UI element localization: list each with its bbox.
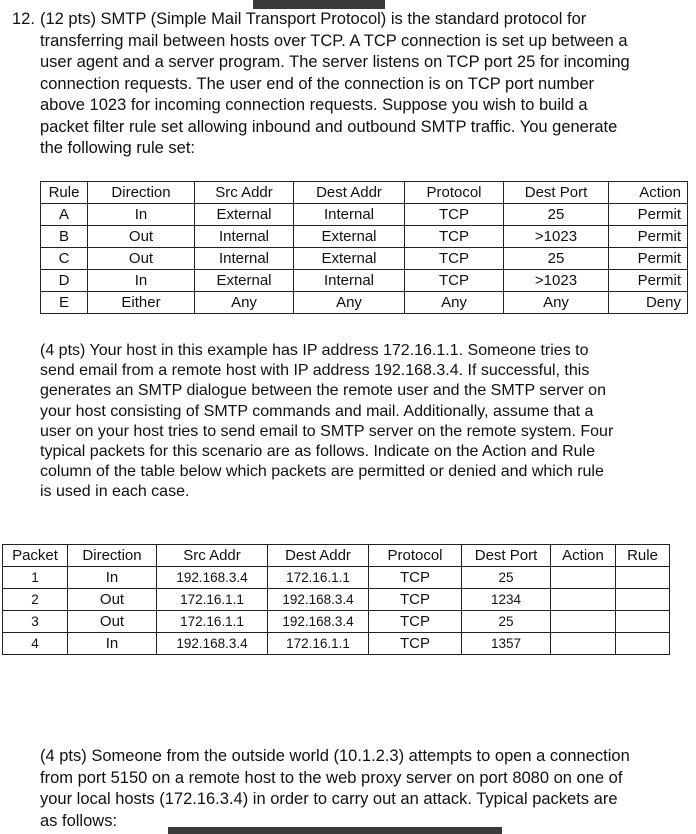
cell-direction: Either bbox=[88, 292, 195, 314]
part1-line: column of the table below which packets are permitted or denied and which rule bbox=[40, 463, 604, 481]
cell-action: Permit bbox=[609, 226, 688, 248]
cell-protocol: TCP bbox=[369, 567, 462, 589]
intro-line: packet filter rule set allowing inbound and outbound SMTP traffic. You generate bbox=[40, 117, 618, 136]
part1-text bbox=[40, 341, 686, 503]
cell-dest-addr: Internal bbox=[294, 270, 405, 292]
cell-src-addr: 172.16.1.1 bbox=[157, 611, 268, 633]
cell-protocol: TCP bbox=[369, 633, 462, 655]
cell-direction: Out bbox=[68, 611, 157, 633]
cell-protocol: TCP bbox=[405, 270, 504, 292]
part1-line: send email from a remote host with IP address 192.168.3.4. If successful, this bbox=[40, 362, 590, 380]
cell-direction: In bbox=[68, 633, 157, 655]
cell-packet: 3 bbox=[3, 611, 68, 633]
cell-dest-port: 1357 bbox=[462, 633, 551, 655]
cell-dest-port: 1234 bbox=[462, 589, 551, 611]
redaction-bar-bottom-left bbox=[168, 827, 346, 834]
cell-rule: B bbox=[41, 226, 88, 248]
header-packet: Packet bbox=[3, 545, 68, 567]
cell-src-addr: 192.168.3.4 bbox=[157, 633, 268, 655]
cell-protocol: TCP bbox=[369, 611, 462, 633]
cell-dest-port: >1023 bbox=[504, 226, 609, 248]
cell-rule-answer[interactable] bbox=[616, 611, 670, 633]
part2-line: your local hosts (172.16.3.4) in order to carry out an attack. Typical packets are bbox=[40, 790, 618, 808]
cell-direction: In bbox=[68, 567, 157, 589]
part1-line: user on your host tries to send email to SMTP server on the remote system. Four bbox=[40, 422, 614, 440]
part2-line: as follows: bbox=[40, 811, 118, 830]
table-row bbox=[41, 292, 688, 314]
table-row bbox=[3, 589, 670, 611]
header-dest-addr: Dest Addr bbox=[268, 545, 369, 567]
question-number: 12. bbox=[12, 10, 35, 28]
part2-line: from port 5150 on a remote host to the web proxy server on port 8080 on one of bbox=[40, 768, 623, 787]
cell-protocol: Any bbox=[405, 292, 504, 314]
header-direction: Direction bbox=[68, 545, 157, 567]
cell-src-addr: External bbox=[195, 270, 294, 292]
part1-line: your host consisting of SMTP commands and mail. Additionally, assume that a bbox=[40, 402, 594, 420]
intro-line: connection requests. The user end of the connection is on TCP port number bbox=[40, 74, 595, 93]
cell-dest-addr: 172.16.1.1 bbox=[268, 633, 369, 655]
header-action: Action bbox=[551, 545, 616, 567]
cell-dest-addr: Any bbox=[294, 292, 405, 314]
header-protocol: Protocol bbox=[369, 545, 462, 567]
cell-action: Permit bbox=[609, 248, 688, 270]
question-intro bbox=[40, 9, 688, 160]
header-action: Action bbox=[609, 182, 688, 204]
intro-line: transferring mail between hosts over TCP. A TCP connection is set up between a bbox=[40, 31, 628, 50]
intro-line: (12 pts) SMTP (Simple Mail Transport Protocol) is the standard protocol for bbox=[40, 10, 587, 28]
table-row bbox=[41, 204, 688, 226]
intro-line: user agent and a server program. The server listens on TCP port 25 for incoming bbox=[40, 53, 630, 71]
cell-dest-port: 25 bbox=[462, 567, 551, 589]
cell-src-addr: External bbox=[195, 204, 294, 226]
cell-direction: Out bbox=[88, 248, 195, 270]
cell-dest-port: 25 bbox=[462, 611, 551, 633]
intro-line: the following rule set: bbox=[40, 139, 196, 157]
cell-rule: D bbox=[41, 270, 88, 292]
intro-line: above 1023 for incoming connection requests. Suppose you wish to build a bbox=[40, 96, 588, 114]
header-src-addr: Src Addr bbox=[195, 182, 294, 204]
cell-dest-addr: External bbox=[294, 248, 405, 270]
packet-table bbox=[2, 544, 670, 655]
cell-src-addr: Internal bbox=[195, 226, 294, 248]
cell-packet: 2 bbox=[3, 589, 68, 611]
header-rule: Rule bbox=[616, 545, 670, 567]
rule-table bbox=[40, 181, 688, 314]
cell-action-answer[interactable] bbox=[551, 567, 616, 589]
cell-packet: 1 bbox=[3, 567, 68, 589]
cell-dest-addr: 192.168.3.4 bbox=[268, 611, 369, 633]
cell-protocol: TCP bbox=[405, 204, 504, 226]
cell-action: Deny bbox=[609, 292, 688, 314]
part1-line: typical packets for this scenario are as follows. Indicate on the Action and Rule bbox=[40, 443, 595, 461]
cell-rule-answer[interactable] bbox=[616, 589, 670, 611]
cell-action: Permit bbox=[609, 204, 688, 226]
header-src-addr: Src Addr bbox=[157, 545, 268, 567]
part1-line: (4 pts) Your host in this example has IP address 172.16.1.1. Someone tries to bbox=[40, 342, 589, 359]
table-row bbox=[41, 248, 688, 270]
rule-table-header bbox=[41, 182, 688, 204]
part1-line: is used in each case. bbox=[40, 483, 190, 501]
cell-action-answer[interactable] bbox=[551, 633, 616, 655]
cell-src-addr: 172.16.1.1 bbox=[157, 589, 268, 611]
packet-table-header bbox=[3, 545, 670, 567]
cell-dest-addr: Internal bbox=[294, 204, 405, 226]
part2-line: (4 pts) Someone from the outside world (10.1.2.3) attempts to open a connection bbox=[40, 747, 630, 765]
table-row bbox=[3, 633, 670, 655]
cell-action: Permit bbox=[609, 270, 688, 292]
cell-dest-port: 25 bbox=[504, 248, 609, 270]
cell-dest-port: Any bbox=[504, 292, 609, 314]
cell-dest-port: >1023 bbox=[504, 270, 609, 292]
cell-action-answer[interactable] bbox=[551, 611, 616, 633]
table-row bbox=[41, 226, 688, 248]
part1-line: generates an SMTP dialogue between the remote user and the SMTP server on bbox=[40, 382, 606, 400]
cell-dest-port: 25 bbox=[504, 204, 609, 226]
cell-dest-addr: 192.168.3.4 bbox=[268, 589, 369, 611]
header-direction: Direction bbox=[88, 182, 195, 204]
cell-rule: E bbox=[41, 292, 88, 314]
redaction-bar-bottom-right bbox=[346, 827, 502, 834]
cell-rule: C bbox=[41, 248, 88, 270]
part2-text bbox=[40, 746, 690, 832]
header-dest-port: Dest Port bbox=[462, 545, 551, 567]
header-dest-addr: Dest Addr bbox=[294, 182, 405, 204]
cell-direction: In bbox=[88, 204, 195, 226]
cell-dest-addr: External bbox=[294, 226, 405, 248]
cell-action-answer[interactable] bbox=[551, 589, 616, 611]
cell-rule-answer[interactable] bbox=[616, 633, 670, 655]
cell-src-addr: Internal bbox=[195, 248, 294, 270]
cell-rule: A bbox=[41, 204, 88, 226]
cell-direction: In bbox=[88, 270, 195, 292]
cell-rule-answer[interactable] bbox=[616, 567, 670, 589]
table-row bbox=[3, 611, 670, 633]
cell-src-addr: Any bbox=[195, 292, 294, 314]
cell-dest-addr: 172.16.1.1 bbox=[268, 567, 369, 589]
redaction-bar-top bbox=[253, 0, 385, 9]
cell-protocol: TCP bbox=[405, 248, 504, 270]
cell-src-addr: 192.168.3.4 bbox=[157, 567, 268, 589]
cell-packet: 4 bbox=[3, 633, 68, 655]
cell-direction: Out bbox=[68, 589, 157, 611]
cell-protocol: TCP bbox=[369, 589, 462, 611]
header-dest-port: Dest Port bbox=[504, 182, 609, 204]
cell-protocol: TCP bbox=[405, 226, 504, 248]
table-row bbox=[3, 567, 670, 589]
cell-direction: Out bbox=[88, 226, 195, 248]
header-protocol: Protocol bbox=[405, 182, 504, 204]
table-row bbox=[41, 270, 688, 292]
header-rule: Rule bbox=[41, 182, 88, 204]
